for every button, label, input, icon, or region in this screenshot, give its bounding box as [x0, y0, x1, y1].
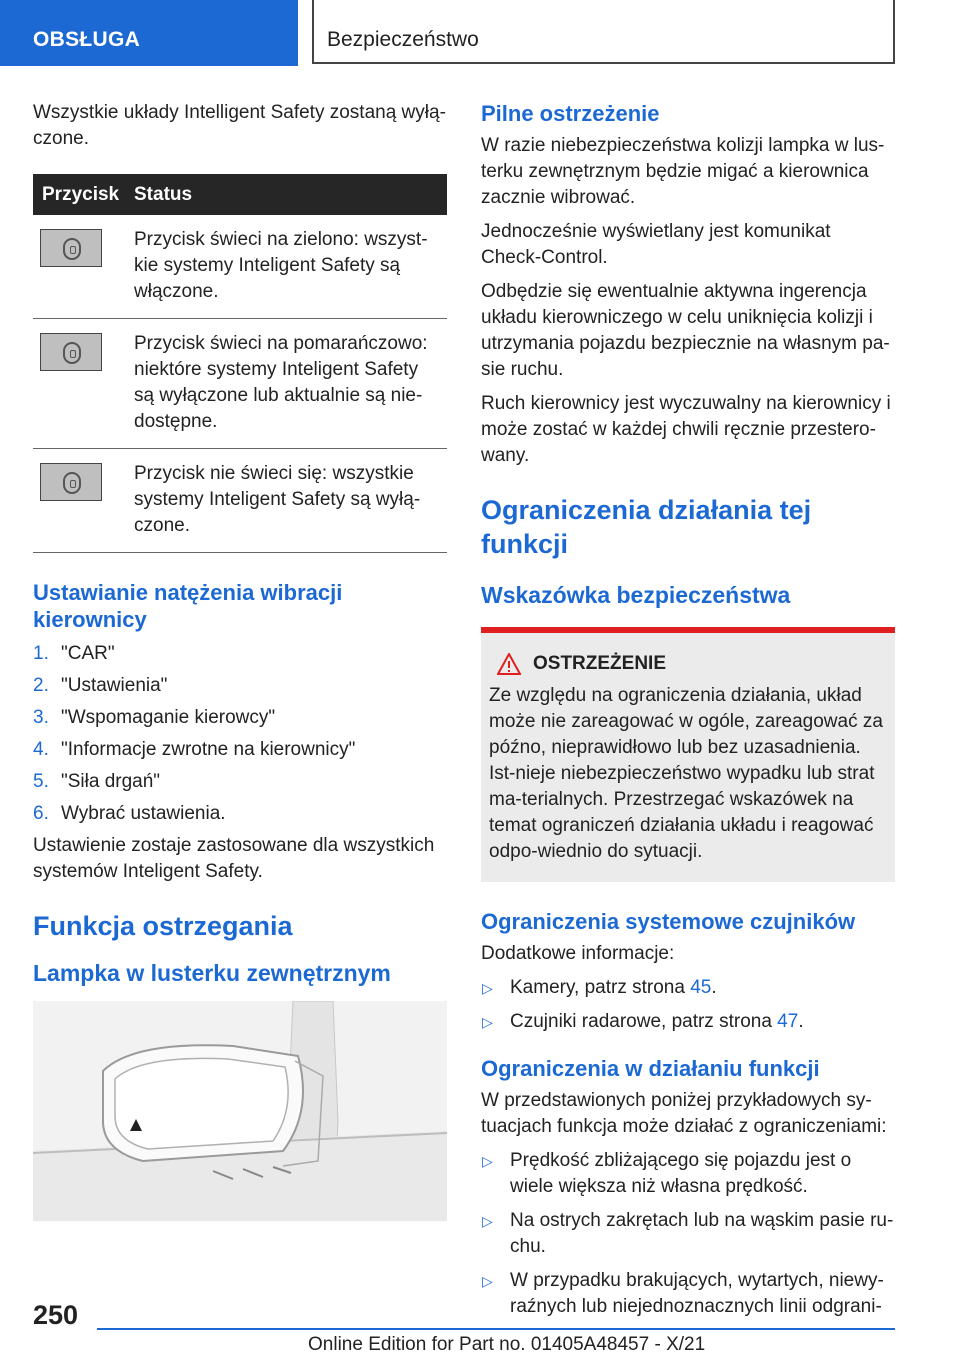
function-list	[481, 1148, 895, 1320]
safety-note-heading: Wskazówka bezpieczeństwa	[481, 582, 791, 608]
paragraph: Jednocześnie wyświetlany jest komunikat Check-Control.	[481, 221, 831, 268]
list-item: ▷ W przypadku brakujących, wytartych, niewy-raźnych lub niejednoznacznych linii odgrani-	[482, 1270, 884, 1317]
list-item: ▷ Prędkość zbliżającego się pojazdu jest o wiele większa niż własna prędkość.	[482, 1150, 852, 1197]
list-item: 5. "Siła drgań"	[33, 771, 161, 792]
right-column	[481, 100, 895, 1328]
table-cell-status: Przycisk świeci na zielono: wszyst-kie systemy Inteligent Safety są włączone.	[132, 215, 447, 319]
steps-list	[33, 641, 447, 827]
warning-title: OSTRZEŻENIE	[533, 653, 667, 674]
table-cell-status: Przycisk nie świeci się: wszystkie systemy Inteligent Safety są wyłą-czone.	[132, 449, 447, 553]
col-status-header: Status	[132, 174, 447, 215]
list-item: ▷ Na ostrych zakrętach lub na wąskim pasie ru-chu.	[482, 1210, 894, 1257]
table-row	[33, 449, 447, 553]
warning-function-heading: Funkcja ostrzegania	[33, 911, 293, 941]
safety-button-icon	[40, 333, 102, 371]
mirror-illustration	[33, 1001, 447, 1221]
list-item: 4. "Informacje zwrotne na kierownicy"	[33, 739, 356, 760]
edition-text: Online Edition for Part no. 01405A48457 - X/21	[308, 1334, 706, 1355]
bullet-triangle-icon: ▷	[482, 980, 493, 996]
paragraph: W razie niebezpieczeństwa kolizji lampka w lus-terku zewnętrznym będzie migać a kierownica zacznie wibrować.	[481, 135, 885, 208]
mirror-heading: Lampka w lusterku zewnętrznym	[33, 960, 391, 986]
list-item: 3. "Wspomaganie kierowcy"	[33, 707, 276, 728]
list-item: ▷ Czujniki radarowe, patrz strona 47.	[481, 1009, 895, 1035]
col-button-header: Przycisk	[33, 174, 132, 215]
vibration-heading: Ustawianie natężenia wibracji kierownicy	[33, 580, 343, 632]
list-item: 6. Wybrać ustawienia.	[33, 803, 226, 824]
sensor-intro: Dodatkowe informacje:	[481, 943, 675, 964]
sensor-limits-heading: Ograniczenia systemowe czujników	[481, 909, 856, 934]
left-column	[33, 100, 447, 1221]
list-item: ▷ Kamery, patrz strona 45.	[481, 975, 895, 1001]
list-item: 2. "Ustawienia"	[33, 675, 168, 696]
bullet-triangle-icon: ▷	[482, 1213, 493, 1229]
warning-triangle-icon	[497, 653, 521, 675]
section-tab[interactable]: OBSŁUGA	[0, 0, 298, 66]
urgent-warning-heading: Pilne ostrzeżenie	[481, 101, 660, 126]
intro-text: Wszystkie układy Intelligent Safety zostaną wyłą-czone.	[33, 102, 446, 149]
after-steps-text: Ustawienie zostaje zastosowane dla wszystkich systemów Inteligent Safety.	[33, 835, 435, 882]
paragraph: Ruch kierownicy jest wyczuwalny na kierownicy i może zostać w każdej chwili ręcznie przestero-wany.	[481, 393, 891, 466]
table-header-row	[33, 174, 447, 215]
page-number: 250	[33, 1300, 79, 1330]
warning-text: Ze względu na ograniczenia działania, układ może nie zareagować w ogóle, zareagować za późno, nieprawidłowo lub bez uzasadnienia. Ist-nieje niebezpieczeństwo wypadku lub strat ma-terialnych. Przestrzegać wskazówek na temat ograniczeń działania układu i reagować odpo-wiednio do sytuacji.	[489, 685, 883, 862]
list-item: 1. "CAR"	[33, 643, 115, 664]
page-link[interactable]: 47	[777, 1011, 799, 1032]
paragraph: Odbędzie się ewentualnie aktywna ingerencja układu kierowniczego w celu uniknięcia kolizji i utrzymania pojazdu bezpiecznie na własnym pa-sie ruchu.	[481, 281, 890, 380]
table-cell-status: Przycisk świeci na pomarańczowo: niektóre systemy Inteligent Safety są wyłączone lub aktualnie są nie-dostępne.	[132, 319, 447, 449]
bullet-triangle-icon: ▷	[482, 1014, 493, 1030]
footer-divider	[97, 1328, 895, 1330]
table-row	[33, 215, 447, 319]
safety-button-icon	[40, 229, 102, 267]
function-intro: W przedstawionych poniżej przykładowych sy-tuacjach funkcja może działać z ograniczeniami:	[481, 1090, 887, 1137]
status-table	[33, 174, 447, 553]
limits-heading: Ograniczenia działania tej funkcji	[481, 495, 812, 559]
page-link[interactable]: 45	[690, 977, 712, 998]
function-limits-heading: Ograniczenia w działaniu funkcji	[481, 1056, 820, 1081]
bullet-triangle-icon: ▷	[482, 1273, 493, 1289]
warning-box	[481, 627, 895, 882]
table-row	[33, 319, 447, 449]
safety-button-icon	[40, 463, 102, 501]
sensor-list	[481, 975, 895, 1035]
chapter-title: Bezpieczeństwo	[312, 0, 895, 64]
bullet-triangle-icon: ▷	[482, 1153, 493, 1169]
